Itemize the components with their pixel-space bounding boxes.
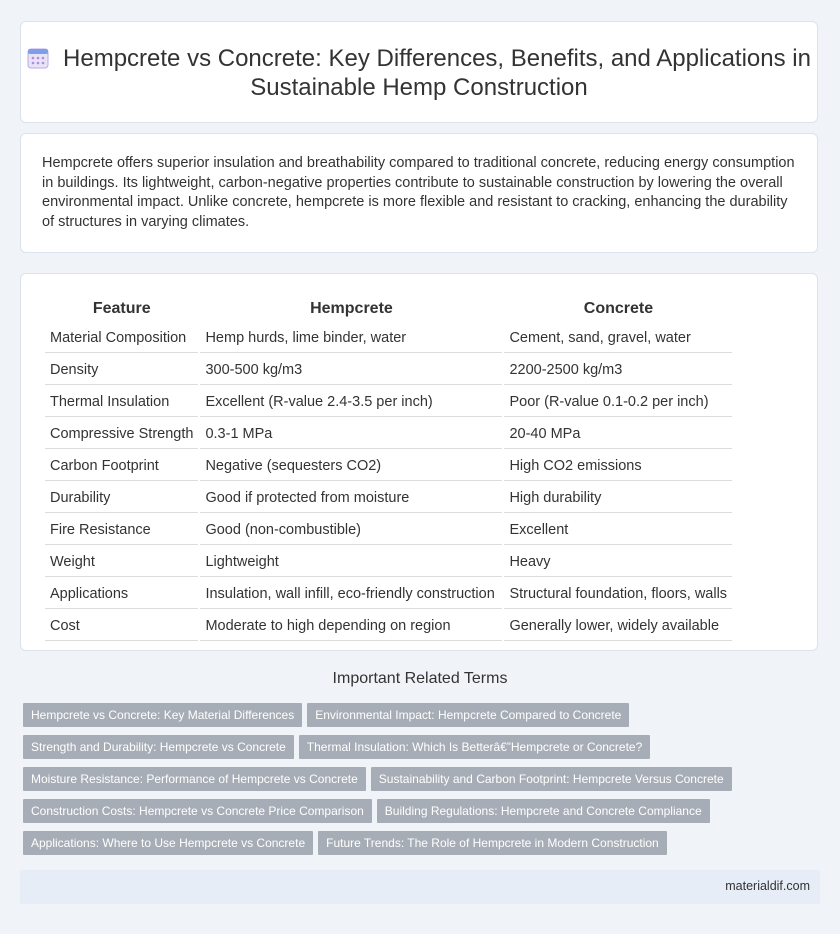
related-term-link[interactable]: Hempcrete vs Concrete: Key Material Differences	[23, 703, 302, 727]
feature-cell: Density	[45, 355, 198, 385]
table-row	[45, 387, 732, 417]
related-terms-title: Important Related Terms	[332, 670, 508, 687]
hempcrete-cell: Insulation, wall infill, eco-friendly construction	[200, 579, 502, 609]
related-term-link[interactable]: Moisture Resistance: Performance of Hempcrete vs Concrete	[23, 767, 366, 791]
hempcrete-cell: Negative (sequesters CO2)	[200, 451, 502, 481]
tag-row	[23, 799, 823, 831]
table-header-row	[45, 297, 732, 321]
related-term-link[interactable]: Applications: Where to Use Hempcrete vs Concrete	[23, 831, 313, 855]
concrete-cell: 2200-2500 kg/m3	[504, 355, 732, 385]
related-term-link[interactable]: Future Trends: The Role of Hempcrete in Modern Construction	[318, 831, 667, 855]
concrete-cell: Excellent	[504, 515, 732, 545]
related-term-link[interactable]: Thermal Insulation: Which Is Betterâ€”Hempcrete or Concrete?	[299, 735, 650, 759]
title-card	[20, 21, 818, 123]
hempcrete-cell: 300-500 kg/m3	[200, 355, 502, 385]
feature-cell: Material Composition	[45, 323, 198, 353]
feature-cell: Carbon Footprint	[45, 451, 198, 481]
related-term-link[interactable]: Strength and Durability: Hempcrete vs Concrete	[23, 735, 294, 759]
related-term-link[interactable]: Building Regulations: Hempcrete and Concrete Compliance	[377, 799, 710, 823]
feature-cell: Applications	[45, 579, 198, 609]
footer	[20, 870, 820, 904]
header-hempcrete: Hempcrete	[310, 300, 393, 317]
comparison-table	[43, 295, 734, 643]
related-term-link[interactable]: Construction Costs: Hempcrete vs Concrete Price Comparison	[23, 799, 372, 823]
hempcrete-cell: Good (non-combustible)	[200, 515, 502, 545]
hempcrete-cell: 0.3-1 MPa	[200, 419, 502, 449]
page-title	[21, 44, 817, 102]
tag-row	[23, 735, 823, 767]
related-term-link[interactable]: Sustainability and Carbon Footprint: Hempcrete Versus Concrete	[371, 767, 732, 791]
table-row	[45, 419, 732, 449]
hempcrete-cell: Hemp hurds, lime binder, water	[200, 323, 502, 353]
related-terms-tags	[23, 703, 823, 863]
table-row	[45, 579, 732, 609]
calendar-icon	[27, 47, 49, 69]
concrete-cell: Poor (R-value 0.1-0.2 per inch)	[504, 387, 732, 417]
hempcrete-cell: Good if protected from moisture	[200, 483, 502, 513]
concrete-cell: High CO2 emissions	[504, 451, 732, 481]
concrete-cell: 20-40 MPa	[504, 419, 732, 449]
tag-row	[23, 703, 823, 735]
intro-paragraph: Hempcrete offers superior insulation and breathability compared to traditional concrete, reducing energy consumption in buildings. Its lightweight, carbon-negative properties contribute to sustainable construction by lowering the overall environmental impact. Unlike concrete, hempcrete is more flexible and resistant to cracking, enhancing the durability of structures in varying climates.	[42, 155, 795, 230]
concrete-cell: Generally lower, widely available	[504, 611, 732, 641]
feature-cell: Durability	[45, 483, 198, 513]
tag-row	[23, 767, 823, 799]
table-row	[45, 323, 732, 353]
feature-cell: Weight	[45, 547, 198, 577]
concrete-cell: Heavy	[504, 547, 732, 577]
concrete-cell: High durability	[504, 483, 732, 513]
header-concrete: Concrete	[583, 300, 654, 317]
table-row	[45, 547, 732, 577]
related-term-link[interactable]: Environmental Impact: Hempcrete Compared to Concrete	[307, 703, 629, 727]
header-feature: Feature	[92, 300, 151, 317]
comparison-table-card	[20, 273, 818, 651]
feature-cell: Compressive Strength	[45, 419, 198, 449]
hempcrete-cell: Excellent (R-value 2.4-3.5 per inch)	[200, 387, 502, 417]
table-row	[45, 483, 732, 513]
feature-cell: Fire Resistance	[45, 515, 198, 545]
footer-site-link[interactable]: materialdif.com	[725, 879, 810, 893]
hempcrete-cell: Moderate to high depending on region	[200, 611, 502, 641]
page-title-text: Hempcrete vs Concrete: Key Differences, Benefits, and Applications in Sustainable Hemp Construction	[63, 45, 811, 101]
table-row	[45, 515, 732, 545]
feature-cell: Cost	[45, 611, 198, 641]
table-row	[45, 611, 732, 641]
table-row	[45, 451, 732, 481]
hempcrete-cell: Lightweight	[200, 547, 502, 577]
concrete-cell: Structural foundation, floors, walls	[504, 579, 732, 609]
tag-row	[23, 831, 823, 863]
intro-card	[20, 133, 818, 253]
feature-cell: Thermal Insulation	[45, 387, 198, 417]
table-row	[45, 355, 732, 385]
concrete-cell: Cement, sand, gravel, water	[504, 323, 732, 353]
